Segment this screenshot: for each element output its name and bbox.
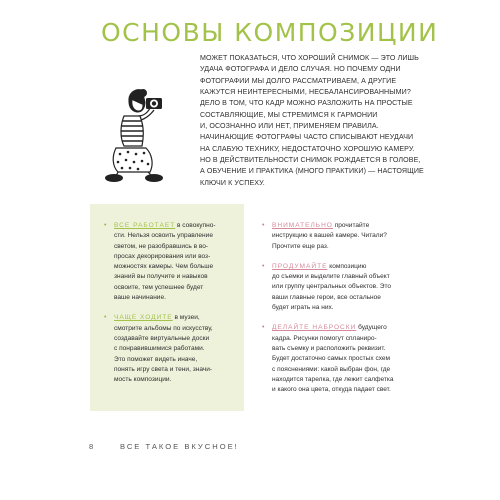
tip-text: в музеи, — [172, 314, 200, 322]
tip-text-line: просах декорирования или воз- — [114, 252, 211, 260]
tip-first-line — [114, 313, 242, 323]
tip-text-line: с понравившимися работами. — [114, 345, 205, 353]
tip-heading: ПРОДУМАЙТЕ — [272, 262, 328, 270]
bullet-icon: • — [104, 222, 107, 229]
tip-first-line — [272, 323, 446, 333]
bullet-icon: • — [104, 314, 107, 322]
bullet-icon: • — [262, 324, 265, 332]
page-title: ОСНОВЫ КОМПОЗИЦИИ — [101, 18, 439, 47]
tip-text-line: до съемки и выделите главный объект — [272, 273, 390, 281]
intro-line: ФОТОГРАФИИ МЫ ДОЛГО РАССМАТРИВАЕМ, А ДРУГИЕ — [200, 76, 397, 85]
bullet-icon: • — [262, 222, 265, 229]
tip-text-line: с пояснениями: какой выбран фон, где — [272, 365, 391, 373]
intro-line: КАЖУТСЯ НЕИНТЕРЕСНЫМИ, НЕСБАЛАНСИРОВАННЫМИ? — [200, 88, 411, 97]
book-title-footer: ВСЕ ТАКОЕ ВКУСНОЕ! — [120, 442, 239, 451]
tip-text-line: ваши главные герои, все остальное — [272, 293, 381, 301]
tip-heading: ВСЕ РАБОТАЕТ — [114, 222, 176, 229]
tip-text-line: и какого она цвета, откуда падает свет. — [272, 386, 391, 394]
intro-paragraph — [200, 53, 430, 189]
tip-text-line: понять игру света и тени, значи- — [114, 365, 213, 373]
intro-line: КЛЮЧИ К УСПЕХУ. — [200, 178, 265, 187]
tip-text-line: будет играть на них. — [272, 304, 334, 312]
tip-item — [104, 221, 242, 303]
tip-item — [262, 262, 446, 313]
tip-text-line: Будет достаточно самых простых схем — [272, 355, 391, 363]
tip-text: композицию — [327, 262, 367, 270]
photographer-drawing — [98, 86, 178, 188]
tip-text-line: Это поможет видеть иначе, — [114, 355, 198, 363]
intro-line: МОЖЕТ ПОКАЗАТЬСЯ, ЧТО ХОРОШИЙ СНИМОК — ЭТО ЛИШЬ — [200, 54, 419, 62]
tip-text-line: освоите, тем успешнее будет — [114, 283, 204, 291]
tip-text-line: или группу центральных объектов. Это — [272, 283, 392, 291]
intro-line: НО В ДЕЙСТВИТЕЛЬНОСТИ СНИМОК РОЖДАЕТСЯ В ГОЛОВЕ, — [200, 156, 421, 165]
photographer-with-camera-illustration — [98, 86, 178, 188]
intro-line: И, ОСОЗНАННО ИЛИ НЕТ, ПРИМЕНЯЕМ ПРАВИЛА. — [200, 122, 379, 131]
tip-first-line — [272, 221, 446, 231]
tip-text-line: Прочтите еще раз. — [272, 242, 329, 250]
tip-first-line — [272, 262, 446, 272]
intro-line: А ОБУЧЕНИЕ И ПРАКТИКА (МНОГО ПРАКТИКИ) — НАСТОЯЩИЕ — [200, 167, 424, 176]
tip-heading: ДЕЛАЙТЕ НАБРОСКИ — [272, 324, 357, 332]
tip-item — [262, 323, 446, 395]
intro-line: ДЕЛО В ТОМ, ЧТО КАДР МОЖНО РАЗЛОЖИТЬ НА ПРОСТЫЕ — [200, 99, 413, 108]
tip-text-line: знаний вы получите и навыков — [114, 273, 208, 281]
tip-first-line — [114, 221, 242, 231]
intro-line: СОСТАВЛЯЮЩИЕ, МЫ СТРЕМИМСЯ К ГАРМОНИИ — [200, 110, 378, 119]
tip-heading: ВНИМАТЕЛЬНО — [272, 222, 333, 229]
tip-text-line: мость композиции. — [114, 376, 172, 384]
tip-text-line: светом, не разобравшись в во- — [114, 242, 209, 250]
tip-text: прочитайте — [332, 222, 370, 229]
tip-text-line: находится тарелка, где лежит салфетка — [272, 375, 394, 383]
tip-text-line: можностях камеры. Чем больше — [114, 263, 214, 271]
tip-text: будущего — [356, 324, 387, 332]
tips-left-column — [104, 221, 242, 395]
tip-text-line: сти. Нельзя освоить управление — [114, 232, 213, 240]
intro-line: НАЧИНАЮЩИЕ ФОТОГРАФЫ ЧАСТО СПИСЫВАЮТ НЕУДАЧИ — [200, 133, 414, 142]
tip-text-line: инструкцию к вашей камере. Читали? — [272, 232, 387, 240]
tip-text-line: кадра. Рисунки помогут спланиро- — [272, 334, 377, 342]
tip-item — [262, 221, 446, 252]
tip-text-line: вать съемку и расположить реквизит. — [272, 344, 386, 352]
intro-line: НА СЛАБУЮ ТЕХНИКУ, НЕДОСТАТОЧНО ХОРОШУЮ КАМЕРУ. — [200, 144, 415, 153]
bullet-icon: • — [262, 262, 265, 270]
tip-text-line: создавайте виртуальные доски — [114, 334, 210, 342]
tips-right-column — [262, 221, 446, 405]
tip-text-line: смотрите альбомы по искусству, — [114, 324, 213, 332]
tip-heading: ЧАЩЕ ХОДИТЕ — [114, 314, 173, 322]
tip-item — [104, 313, 242, 385]
tip-text: в совокупно- — [175, 222, 216, 229]
intro-line: УДАЧА ФОТОГРАФА И ДЕЛО СЛУЧАЯ. НО ПОЧЕМУ ОДНИ — [200, 65, 401, 74]
tip-text-line: ваше начинание. — [114, 294, 166, 302]
page-number: 8 — [89, 442, 94, 451]
